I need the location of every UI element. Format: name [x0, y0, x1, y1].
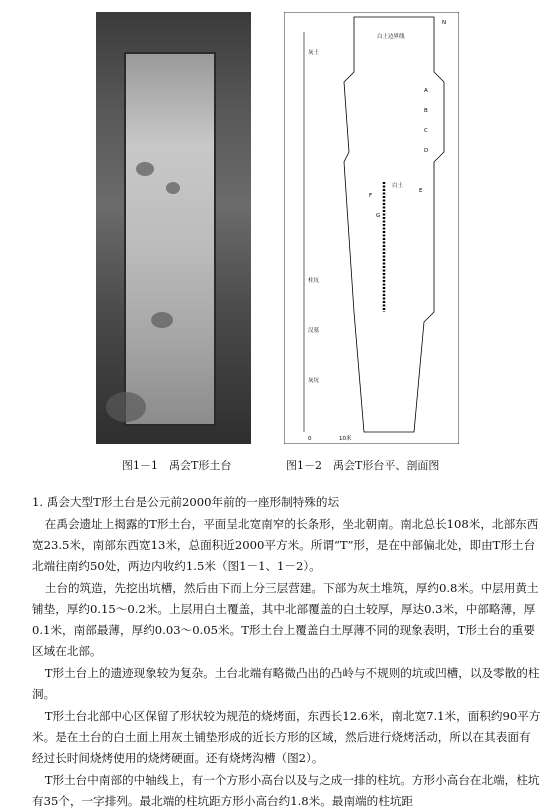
plan-label: E [419, 188, 423, 194]
plan-label: B [424, 108, 428, 114]
plan-label: 白土 [392, 183, 404, 189]
paragraph: 在禹会遗址上揭露的T形土台，平面呈北宽南窄的长条形，坐北朝南。南北总长108米，北部东西宽23.5米，南部东西宽13米，总面积近2000平方米。所谓“T”形，是在中部偏北处，即由T形土台北端往南约50处，两边内收约1.5米（图1－1、1－2）。 [32, 517, 539, 573]
plan-section-drawing [284, 12, 459, 444]
photo-feature [106, 392, 146, 422]
plan-label: 柱坑 [308, 278, 320, 284]
plan-label: D [424, 148, 429, 154]
aerial-photo-t-platform [96, 12, 251, 444]
figure-2-caption: 图1－2 禹会T形台平、剖面图 [286, 459, 440, 472]
plan-label: 白土边界线 [377, 34, 405, 40]
plan-label: 灰坑 [308, 378, 320, 384]
plan-label: G [376, 213, 381, 219]
plan-label: A [424, 88, 428, 94]
photo-feature [136, 162, 154, 176]
plan-label: C [424, 128, 428, 134]
plan-label: N [442, 20, 447, 26]
plan-label: 10米 [339, 436, 352, 442]
plan-label: 0 [308, 436, 312, 442]
t-platform-strip [124, 52, 216, 426]
photo-feature [166, 182, 180, 194]
paragraph: 土台的筑造，先挖出坑槽，然后由下而上分三层营建。下部为灰土堆筑，厚约0.8米。中层用黄土铺垫，厚约0.15～0.2米。上层用白土覆盖，其中北部覆盖的白土较厚，厚达0.3米，中部略薄，厚0.1米，南部最薄，厚约0.03～0.05米。T形土台上覆盖白土厚薄不同的现象表明，T形土台的重要区域在北部。 [32, 581, 539, 658]
plan-label: F [369, 193, 373, 199]
plan-label: 灰土 [308, 50, 320, 56]
plan-label: 汉墓 [308, 328, 320, 334]
section-heading: 1. 禹会大型T形土台是公元前2000年前的一座形制特殊的坛 [32, 495, 340, 509]
figure-1-caption: 图1－1 禹会T形土台 [122, 459, 232, 472]
paragraph: T形土台北部中心区保留了形状较为规范的烧烤面，东西长12.6米，南北宽7.1米，面积约90平方米。是在土台的白土面上用灰土铺垫形成的近长方形的区域，然后进行烧烤活动，所以在其表面有经过长时间烧烤使用的烧烤硬面。还有烧烤沟槽（图2）。 [32, 709, 541, 765]
paragraph: T形土台中南部的中轴线上，有一个方形小高台以及与之成一排的柱坑。方形小高台在北端，柱坑有35个，一字排列。最北端的柱坑距方形小高台约1.8米。最南端的柱坑距 [32, 773, 540, 808]
photo-feature [151, 312, 173, 328]
paragraph: T形土台上的遗迹现象较为复杂。土台北端有略微凸出的凸岭与不规则的坑或凹槽，以及零散的柱洞。 [32, 666, 540, 701]
